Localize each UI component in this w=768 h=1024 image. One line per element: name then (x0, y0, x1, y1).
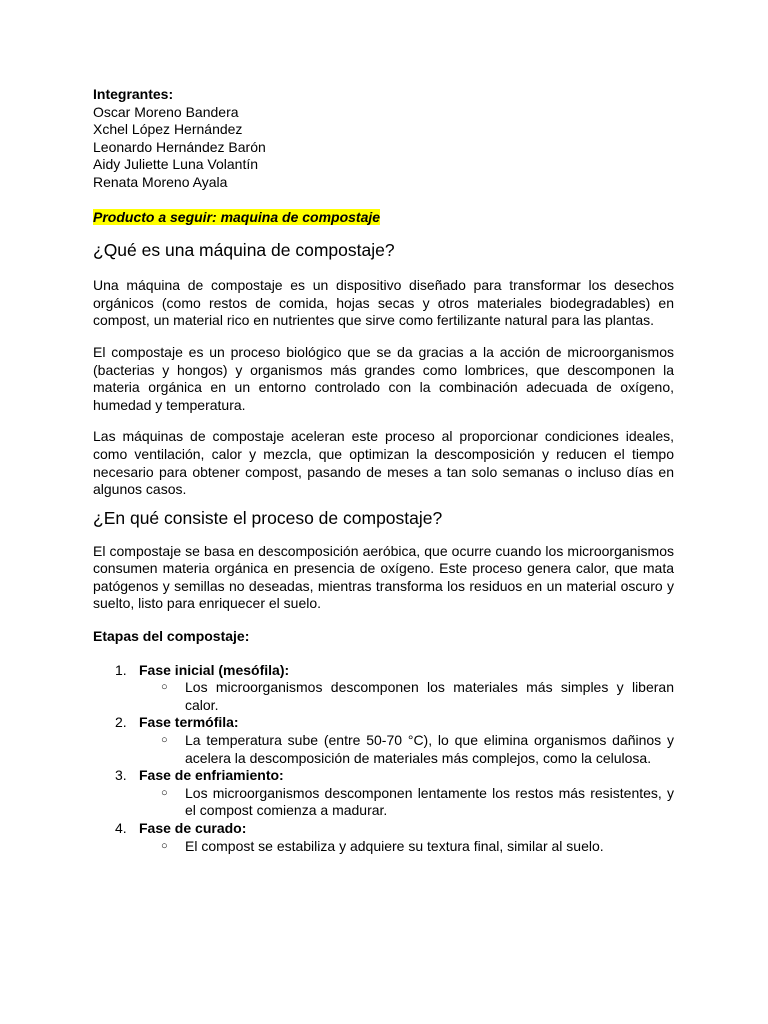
section-heading-what-is: ¿Qué es una máquina de compostaje? (93, 240, 395, 261)
paragraph: Una máquina de compostaje es un dispositivo diseñado para transformar los desechos orgánicos (como restos de comida, hojas secas y otros materiales biodegradables) en compost, un material rico en nutrientes que sirve como fertilizante natural para las plantas. (93, 277, 674, 329)
sub-list-item (139, 679, 674, 714)
document-page (93, 86, 674, 855)
hollow-bullet-icon: ○ (161, 839, 168, 852)
stage-detail: La temperatura sube (entre 50-70 °C), lo que elimina organismos dañinos y acelera la descomposición de materiales más complejos, como la celulosa. (185, 732, 674, 766)
member-name: Leonardo Hernández Barón (93, 138, 266, 155)
list-number: 3. (115, 767, 127, 784)
product-highlight: Producto a seguir: maquina de compostaje (93, 208, 381, 225)
stage-detail: El compost se estabiliza y adquiere su textura final, similar al suelo. (185, 837, 604, 854)
section-heading-process: ¿En qué consiste el proceso de compostaje? (93, 507, 443, 528)
hollow-bullet-icon: ○ (161, 734, 168, 747)
sub-list (139, 785, 674, 820)
list-item (93, 820, 674, 855)
paragraph: El compostaje se basa en descomposición aeróbica, que ocurre cuando los microorganismos consumen materia orgánica en presencia de oxígeno. Este proceso genera calor, que mata patógenos y semillas no deseadas, mientras transforma los residuos en un material oscuro y suelto, listo para enriquecer el suelo. (93, 542, 674, 612)
members-block (93, 86, 674, 192)
hollow-bullet-icon: ○ (161, 681, 168, 694)
stage-title: Fase de enfriamiento: (139, 767, 284, 784)
stage-title: Fase de curado: (139, 820, 247, 836)
stage-title: Fase inicial (mesófila): (139, 661, 290, 678)
sub-list (139, 838, 674, 856)
member-name: Xchel López Hernández (93, 121, 243, 138)
member-name: Renata Moreno Ayala (93, 173, 228, 190)
list-item (93, 767, 674, 820)
stages-heading: Etapas del compostaje: (93, 628, 250, 645)
sub-list (139, 679, 674, 714)
list-number: 4. (115, 820, 127, 836)
stage-detail: Los microorganismos descomponen los materiales más simples y liberan calor. (185, 679, 674, 713)
product-line (93, 209, 674, 227)
stage-detail: Los microorganismos descomponen lentamente los restos más resistentes, y el compost comienza a madurar. (185, 784, 674, 819)
paragraph: El compostaje es un proceso biológico que se da gracias a la acción de microorganismos (bacterias y hongos) y organismos más grandes como lombrices, que descomponen la materia orgánica en un entorno controlado con la combinación adecuada de oxígeno, humedad y temperatura. (93, 343, 674, 413)
sub-list-item (139, 838, 674, 856)
members-heading: Integrantes: (93, 86, 174, 102)
paragraph: Las máquinas de compostaje aceleran este proceso al proporcionar condiciones ideales, como ventilación, calor y mezcla, que optimizan la descomposición y reducen el tiempo necesario para obtener compost, pasando de meses a tan solo semanas o incluso días en algunos casos. (93, 428, 674, 498)
sub-list-item (139, 732, 674, 767)
list-number: 1. (115, 661, 127, 678)
sub-list (139, 732, 674, 767)
list-number: 2. (115, 714, 127, 731)
list-item (93, 714, 674, 767)
stage-title: Fase termófila: (139, 714, 239, 731)
hollow-bullet-icon: ○ (161, 786, 168, 799)
list-item (93, 662, 674, 715)
member-name: Aidy Juliette Luna Volantín (93, 156, 259, 173)
sub-list-item (139, 785, 674, 820)
stages-list (93, 662, 674, 856)
member-name: Oscar Moreno Bandera (93, 103, 239, 120)
